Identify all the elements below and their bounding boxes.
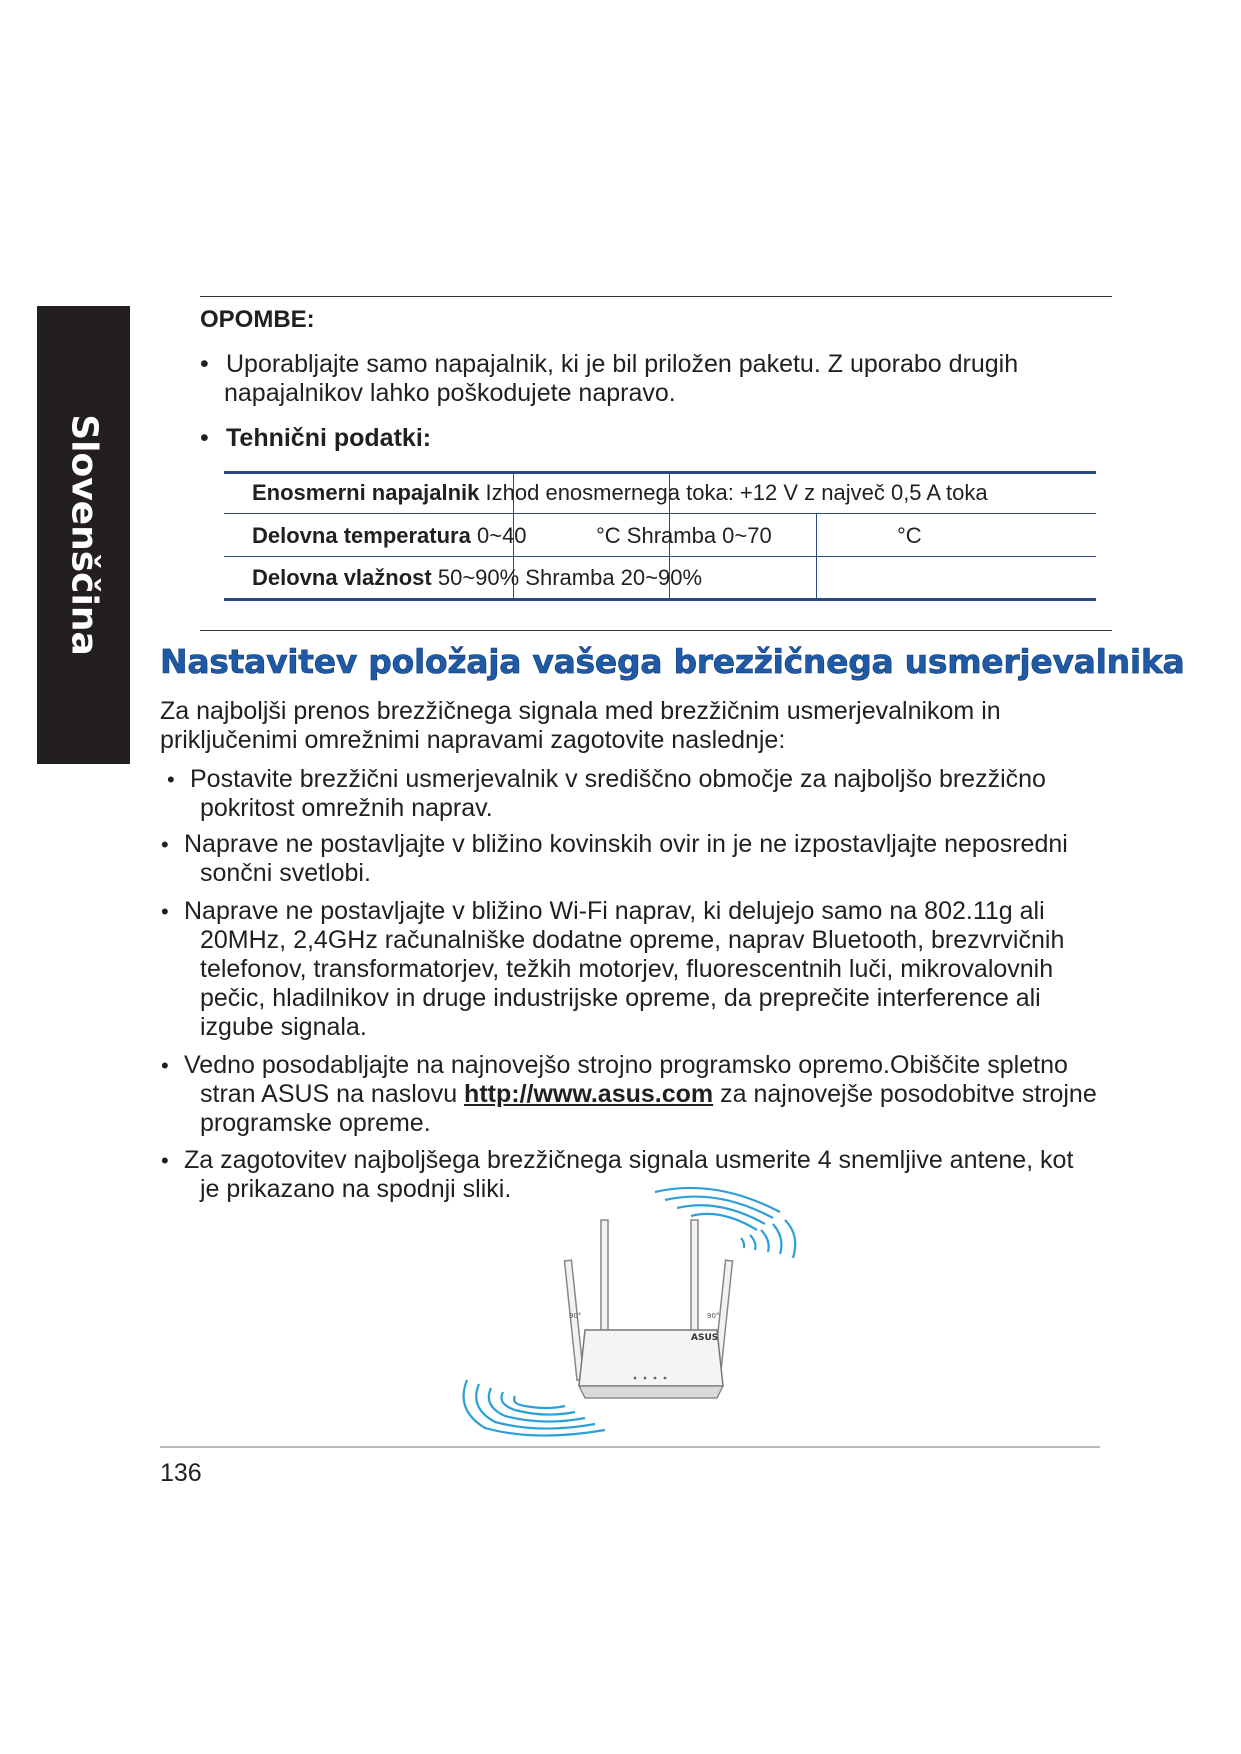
list-item-line: Za zagotovitev najboljšega brezžičnega signala usmerite 4 snemljive antene, kot	[184, 1146, 1074, 1174]
spec-row-humidity	[252, 557, 1124, 599]
router-led-icon	[634, 1377, 637, 1380]
antenna-angle-left-label: 90°	[569, 1312, 582, 1320]
list-item-line: Naprave ne postavljajte v bližino Wi-Fi naprav, ki delujejo samo na 802.11g ali	[184, 897, 1045, 925]
notes-bullet-2-label: Tehnični podatki:	[226, 424, 432, 452]
list-item-text: stran ASUS na naslovu	[200, 1080, 465, 1108]
spec-value: 50~90% Shramba 20~90%	[437, 565, 703, 590]
bullet-dot-icon: •	[161, 1148, 169, 1173]
list-item-line: sončni svetlobi.	[200, 859, 371, 887]
list-item	[161, 897, 1065, 1042]
notes-top-rule	[200, 296, 1112, 297]
router-icon	[564, 1220, 732, 1398]
bullet-dot-icon: •	[161, 1053, 169, 1078]
language-side-tab	[37, 306, 130, 764]
spec-label: Delovna vlažnost	[252, 565, 432, 590]
asus-website-link[interactable]: http://www.asus.com	[464, 1080, 714, 1108]
list-item-line: Vedno posodabljajte na najnovejšo strojno programsko opremo.Obiščite spletno	[184, 1051, 1068, 1079]
bullet-dot-icon: •	[200, 350, 209, 378]
router-brand-label: ASUS	[691, 1333, 719, 1343]
section-top-rule	[200, 630, 1112, 631]
spec-value: Izhod enosmernega toka: +12 V z največ 0,5 A toka	[485, 480, 988, 505]
notes-bullet-1	[200, 350, 1019, 379]
spec-row-temperature	[252, 515, 1124, 557]
language-tab-label: Slovenščina	[63, 414, 104, 656]
list-item-line	[184, 1080, 1097, 1109]
spec-label: Delovna temperatura	[252, 523, 471, 548]
list-item-line: telefonov, transformatorjev, težkih motorjev, fluorescentnih luči, mikrovalovnih	[200, 955, 1054, 983]
router-led-icon	[654, 1377, 657, 1380]
section-intro-line-1: Za najboljši prenos brezžičnega signala med brezžičnim usmerjevalnikom in	[160, 697, 1001, 725]
notes-bullet-1-cont: napajalnikov lahko poškodujete napravo.	[224, 379, 676, 407]
list-item-text: za najnovejše posodobitve strojne	[713, 1080, 1097, 1108]
list-item-line: Naprave ne postavljajte v bližino kovinskih ovir in je ne izpostavljajte neposredni	[184, 830, 1068, 858]
list-item-line: pokritost omrežnih naprav.	[200, 794, 493, 822]
bullet-dot-icon: •	[200, 424, 209, 452]
spec-row-power	[252, 472, 1124, 514]
router-led-icon	[664, 1377, 667, 1380]
antenna-angle-right-label: 90°	[707, 1312, 720, 1320]
notes-bullet-2	[200, 424, 432, 453]
list-item-line: programske opreme.	[200, 1109, 431, 1137]
list-item-line: pečic, hladilnikov in druge industrijske opreme, da preprečite interference ali	[200, 984, 1041, 1012]
list-item	[161, 830, 1068, 888]
list-item	[167, 765, 1046, 823]
list-item	[161, 1051, 1097, 1138]
list-item-line: izgube signala.	[200, 1013, 367, 1041]
router-antenna-illustration	[455, 1180, 835, 1450]
list-item-line: 20MHz, 2,4GHz računalniške dodatne opreme, naprav Bluetooth, brezvrvičnih	[200, 926, 1065, 954]
footer-rule	[160, 1446, 1100, 1448]
notes-bullet-1-line-1: Uporabljajte samo napajalnik, ki je bil priložen paketu. Z uporabo drugih	[226, 350, 1019, 378]
spec-value: 0~40	[476, 523, 527, 548]
section-intro-line-2: priključenimi omrežnimi napravami zagotovite naslednje:	[160, 726, 786, 754]
bullet-dot-icon: •	[161, 899, 169, 924]
list-item-line: je prikazano na spodnji sliki.	[200, 1175, 512, 1203]
router-led-icon	[644, 1377, 647, 1380]
spec-value: °C Shramba 0~70	[596, 523, 772, 548]
bullet-dot-icon: •	[167, 767, 175, 792]
page-number: 136	[160, 1459, 202, 1487]
section-heading: Nastavitev položaja vašega brezžičnega usmerjevalnika	[160, 642, 1185, 681]
spec-label: Enosmerni napajalnik	[252, 480, 480, 505]
list-item-line: Postavite brezžični usmerjevalnik v središčno območje za najboljšo brezžično	[190, 765, 1046, 793]
spec-value: °C	[897, 523, 922, 548]
notes-title: OPOMBE:	[200, 306, 315, 333]
upper-signal-waves-icon	[655, 1188, 795, 1258]
bullet-dot-icon: •	[161, 832, 169, 857]
